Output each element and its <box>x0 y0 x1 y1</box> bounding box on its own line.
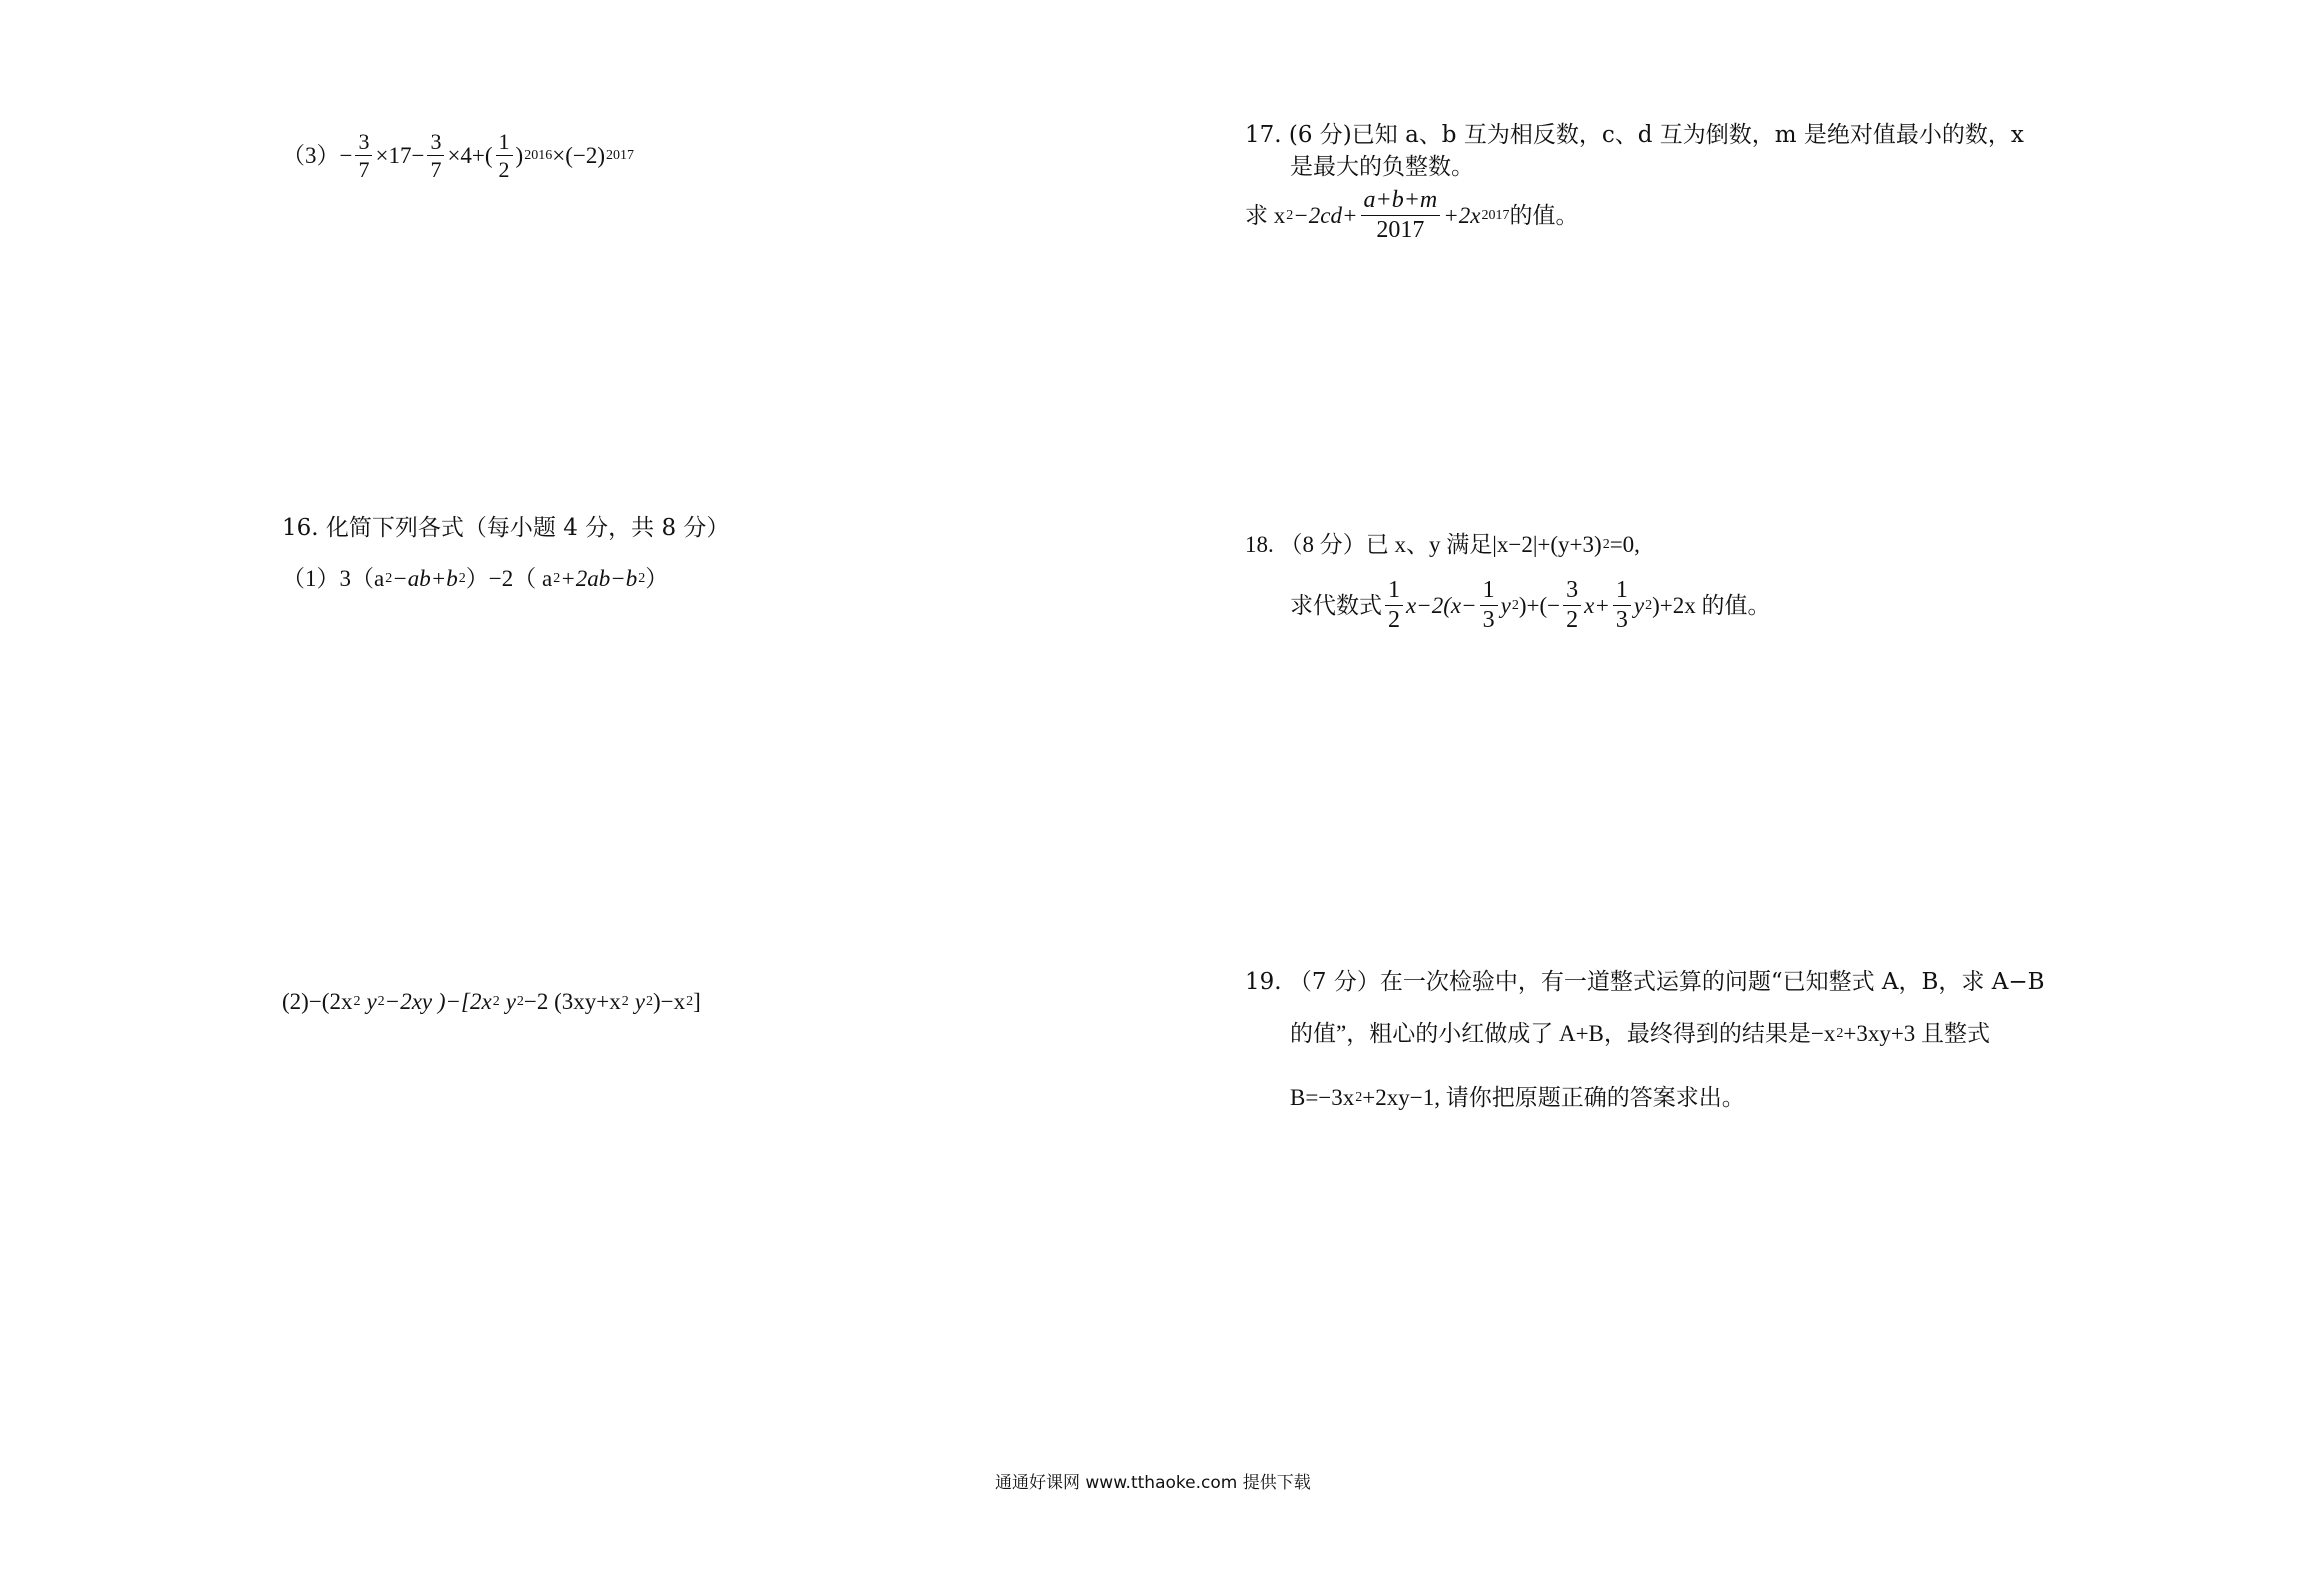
footer-source: 通通好课网 www.tthaoke.com 提供下载 <box>995 1473 1311 1493</box>
q17-line2: 是最大的负整数。 <box>1290 154 1474 180</box>
q19-line3: B=−3x 2 +2xy−1, 请你把原题正确的答案求出。 <box>1290 1085 1745 1110</box>
q15-part3-label: （3） <box>282 143 340 169</box>
fraction: $\frac{1}{3}$ <box>1480 578 1498 633</box>
q16-part2: (2)−(2x 2 y 2 −2xy )−[2x 2 y 2 −2 (3xy+x 2 y 2 )−x 2 ] <box>282 989 701 1014</box>
q16-part1: （1）3（a 2 −ab+b 2 ）−2（ a 2 +2ab−b 2 ） <box>282 566 669 591</box>
fraction: $\frac{1}{2}$ <box>1385 578 1403 633</box>
q17-expression: 求 x 2 −2cd+ $\frac{a+b+m}{2017}$ +2x 2017 的值。 <box>1245 187 1579 244</box>
q19-line2: 的值”，粗心的小红做成了 A+B，最终得到的结果是−x 2 +3xy+3 且整式 <box>1290 1021 1991 1046</box>
q15-part3: （3） − $\frac{3}{7}$ ×17− $\frac{3}{7}$ ×4+( $\frac{1}{2}$ ) 2016 ×(−2) 2017 <box>282 129 634 183</box>
fraction: $\frac{1}{2}$ <box>496 130 513 181</box>
q18-line1: 18. （8 分）已 x、y 满足|x−2|+(y+3) 2 =0, <box>1245 532 1640 557</box>
fraction: $\frac{a+b+m}{2017}$ <box>1361 188 1441 243</box>
q19-line1: 19. （7 分）在一次检验中，有一道整式运算的问题“已知整式 A，B，求 A−B <box>1245 969 2045 995</box>
fraction: $\frac{3}{7}$ <box>355 130 372 181</box>
q16-title: 16. 化简下列各式（每小题 4 分，共 8 分） <box>282 515 730 541</box>
q17-line1: 17. (6 分)已知 a、b 互为相反数，c、d 互为倒数，m 是绝对值最小的数，x <box>1245 122 2024 148</box>
fraction: $\frac{1}{3}$ <box>1613 578 1631 633</box>
fraction: $\frac{3}{7}$ <box>427 130 444 181</box>
q18-expression: 求代数式 $\frac{1}{2}$ x−2(x− $\frac{1}{3}$ y 2 )+(− $\frac{3}{2}$ x+ $\frac{1}{3}$ y 2 )+2x 的值。 <box>1290 577 1771 634</box>
fraction: $\frac{3}{2}$ <box>1563 578 1581 633</box>
